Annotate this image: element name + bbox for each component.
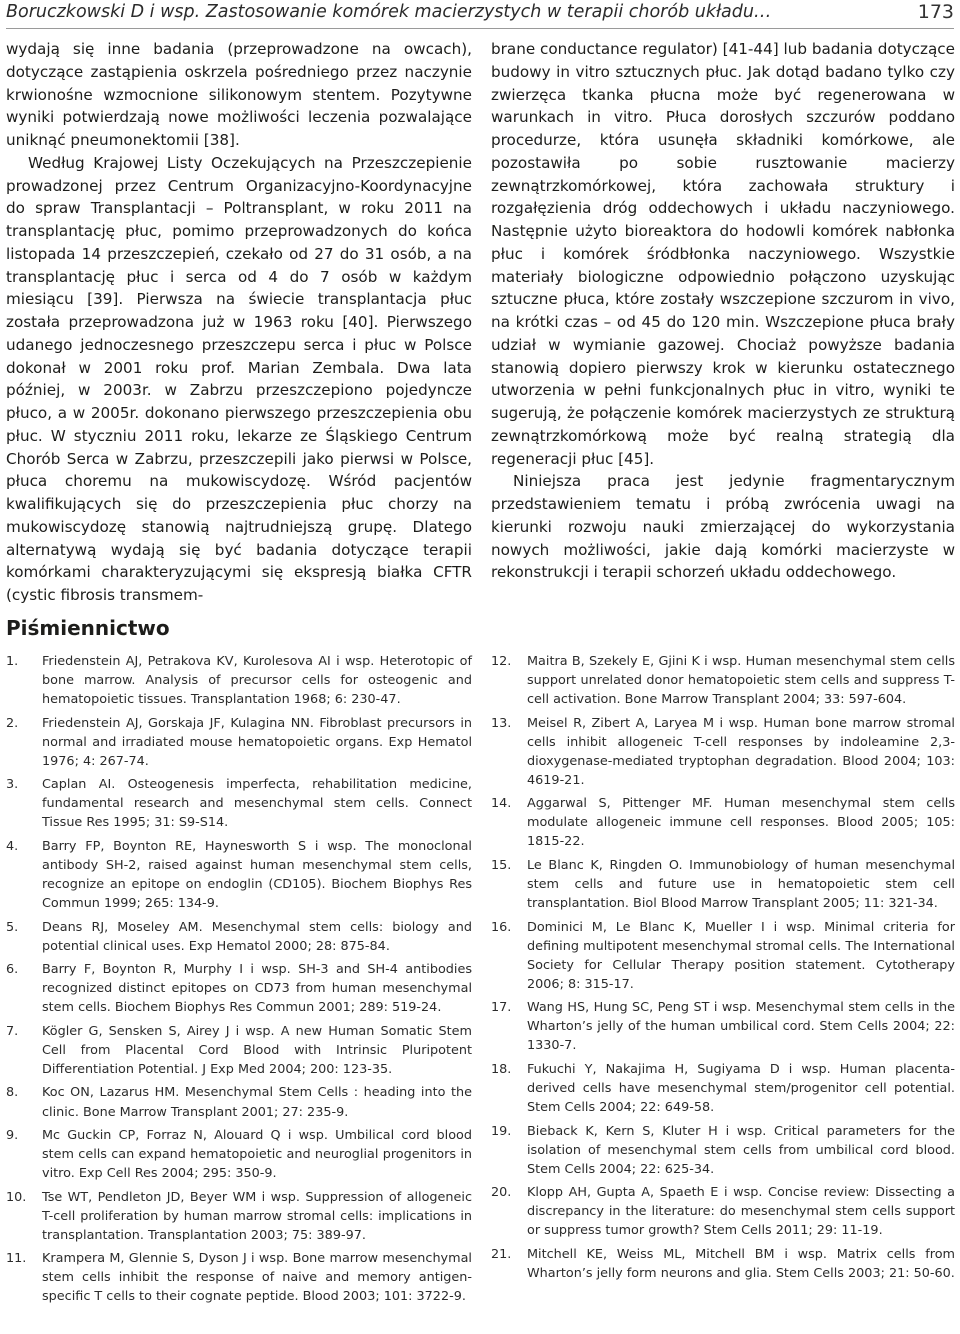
reference-number: 20. <box>491 1185 512 1201</box>
body-column-left <box>6 38 472 607</box>
reference-item <box>6 714 472 771</box>
reference-text: Mc Guckin CP, Forraz N, Alouard Q i wsp. Umbilical cord blood stem cells can expand hematopoietic and neuroglial progenitors in vitro. Exp Cell Res 2004; 295: 350-9. <box>42 1128 472 1182</box>
reference-text: Barry FP, Boynton RE, Haynesworth S i wsp. The monoclonal antibody SH-2, raised against human mesenchymal stem cells, recognize an epitope on endoglin (CD105). Biochem Biophys Res Commun 1999; 265: 134-9. <box>42 838 472 912</box>
reference-item <box>491 918 955 994</box>
reference-item <box>491 1060 955 1117</box>
reference-text: Klopp AH, Gupta A, Spaeth E i wsp. Concise review: Dissecting a discrepancy in the literature: do mesenchymal stem cells support or suppress tumor growth? Stem Cells 2011; 29: 11-19. <box>527 1185 955 1239</box>
reference-item <box>6 1249 472 1306</box>
reference-text: Barry F, Boynton R, Murphy I i wsp. SH-3 and SH-4 antibodies recognized distinct epitopes on CD73 from human mesenchymal stem cells. Biochem Biophys Res Commun 2001; 289: 519-24. <box>42 962 472 1016</box>
reference-number: 4. <box>6 838 19 854</box>
reference-number: 6. <box>6 962 19 978</box>
reference-number: 18. <box>491 1061 512 1077</box>
running-title: Boruczkowski D i wsp. Zastosowanie komórek macierzystych w terapii chorób układu… <box>6 2 772 22</box>
reference-item <box>6 1083 472 1121</box>
reference-item <box>6 652 472 709</box>
reference-text: Bieback K, Kern S, Kluter H i wsp. Critical parameters for the isolation of mesenchymal stem cells from umbilical cord blood. Stem Cells 2004; 22: 625-34. <box>527 1123 955 1177</box>
reference-text: Deans RJ, Moseley AM. Mesenchymal stem cells: biology and potential clinical uses. Exp Hematol 2000; 28: 875-84. <box>42 919 472 954</box>
reference-item <box>491 1245 955 1283</box>
reference-text: Wang HS, Hung SC, Peng ST i wsp. Mesenchymal stem cells in the Wharton’s jelly of the human umbilical cord. Stem Cells 2004; 22: 1330-7. <box>527 1000 955 1054</box>
paragraph: Według Krajowej Listy Oczekujących na Przeszczepienie prowadzonej przez Centrum Organizacyjno-Koordynacyjne do spraw Transplantacji – Poltransplant, w roku 2011 na transplantację płuc, pomimo przeprowadzonych do końca listopada 14 przeszczepień, czekało od 27 do 31 osób, a na transplantację płuc i serca od 4 do 7 osób w każdym miesiącu [39]. Pierwsza na świecie transplantacja płuc została przeprowadzona już w 1963 roku [40]. Pierwszego udanego jednoczesnego przeszczepu serca i płuc w Polsce dokonał w 2001 roku prof. Marian Zembala. Dwa lata później, w 2003r. w Zabrzu przeszczepiono pojedyncze płuco, a w 2005r. dokonano pierwszego przeszczepienia obu płuc. W styczniu 2011 roku, lekarze ze Śląskiego Centrum Chorób Serca w Zabrzu, przeszczepili jako pierwsi w Polsce, płuca choremu na mukowiscydozę. Wśród pacjentów kwalifikujących się do przeszczepienia płuc chorzy na mukowiscydozę stanowią najtrudniejszą grupę. Dlatego alternatywą wydają się być badania dotyczące terapii komórkami charakteryzującymi się ekspresją białka CFTR (cystic fibrosis transmem- <box>6 153 472 604</box>
reference-text: Tse WT, Pendleton JD, Beyer WM i wsp. Suppression of allogeneic T-cell proliferation by human marrow stromal cells: implications in transplantation. Transplantation 2003; 75: 389-97. <box>42 1189 472 1243</box>
reference-item <box>6 1188 472 1245</box>
paragraph: Niniejsza praca jest jedynie fragmentarycznym przedstawieniem tematu i próbą zwrócenia uwagi na kierunki rozwoju nauki zmierzającej do wykorzystania nowych możliwości, jakie dają komórki macierzyste w rekonstrukcji i terapii schorzeń układu oddechowego. <box>491 472 955 582</box>
reference-number: 15. <box>491 857 512 873</box>
reference-item <box>6 1126 472 1183</box>
references-column-right <box>491 652 955 1287</box>
reference-number: 7. <box>6 1023 19 1039</box>
reference-item <box>6 918 472 956</box>
references-heading: Piśmiennictwo <box>6 616 170 640</box>
reference-number: 12. <box>491 654 512 669</box>
reference-text: Dominici M, Le Blanc K, Mueller I i wsp. Minimal criteria for defining multipotent mesenchymal stromal cells. The International Society for Cellular Therapy position statement. Cytotherapy 2006; 8: 315-17. <box>527 919 955 992</box>
reference-item <box>6 837 472 913</box>
paragraph: brane conductance regulator) [41-44] lub badania dotyczące budowy in vitro sztucznych płuc. Jak dotąd badano tylko czy zwierzęca tkanka płucna może być regenerowana w warunkach in vitro. Płuca dorosłych szczurów poddano procedurze, która usunęła składniki komórkowe, ale pozostawiła po sobie rusztowanie macierzy zewnątrzkomórkowej, która zachowała struktury i rozgałęzienia dróg oddechowych i układu naczyniowego. Następnie użyto bioreaktora do hodowli komórek nabłonka płuc i komórek śródbłonka naczyniowego. Wszystkie materiały biologiczne odpowiednio połączono uzyskując sztuczne płuca, które zostały wszczepione szczurom in vivo, na krótki czas – od 45 do 120 min. Wszczepione płuca brały udział w wymianie gazowej. Chociaż powyższe badania stanowią dopiero pierwszy krok w kierunku ostatecznego utworzenia w pełni funkcjonalnych płuc in vitro, wyniki te sugerują, że połączenie komórek macierzystych ze strukturą zewnątrzkomórkową może być realną strategią dla regeneracji płuc [45]. <box>491 40 955 468</box>
reference-number: 1. <box>6 654 19 669</box>
reference-number: 2. <box>6 715 19 731</box>
reference-number: 8. <box>6 1085 19 1101</box>
reference-text: Friedenstein AJ, Gorskaja JF, Kulagina NN. Fibroblast precursors in normal and irradiated mouse hematopoietic organs. Exp Hematol 1976; 4: 267-74. <box>42 715 472 769</box>
paragraph: wydają się inne badania (przeprowadzone na owcach), dotyczące zastąpienia oskrzela pośredniego przez naczynie krwionośne wzmocnione silikonowym stentem. Pozytywne wyniki potwierdzają nowe możliwości leczenia pozwalające uniknąć pneumonektomii [38]. <box>6 40 472 149</box>
reference-item <box>491 794 955 851</box>
reference-number: 16. <box>491 919 512 935</box>
reference-item <box>491 1122 955 1179</box>
reference-number: 10. <box>6 1189 27 1205</box>
reference-text: Kögler G, Sensken S, Airey J i wsp. A new Human Somatic Stem Cell from Placental Cord Blood with Intrinsic Pluripotent Differentiation Potential. J Exp Med 2004; 200: 123-35. <box>42 1023 472 1077</box>
reference-number: 13. <box>491 715 512 731</box>
page-number: 173 <box>917 1 954 23</box>
reference-text: Mitchell KE, Weiss ML, Mitchell BM i wsp. Matrix cells from Wharton’s jelly form neurons and glia. Stem Cells 2003; 21: 50-60. <box>527 1246 955 1281</box>
reference-item <box>6 1022 472 1079</box>
reference-text: Aggarwal S, Pittenger MF. Human mesenchymal stem cells modulate allogeneic immune cell responses. Blood 2005; 105: 1815-22. <box>527 796 955 850</box>
reference-number: 17. <box>491 1000 512 1016</box>
reference-number: 11. <box>6 1251 27 1267</box>
reference-text: Krampera M, Glennie S, Dyson J i wsp. Bone marrow mesenchymal stem cells inhibit the response of naive and memory antigen-specific T cells to their cognate peptide. Blood 2003; 101: 3722-9. <box>42 1251 472 1305</box>
reference-text: Koc ON, Lazarus HM. Mesenchymal Stem Cells : heading into the clinic. Bone Marrow Transplant 2001; 27: 235-9. <box>42 1085 472 1120</box>
reference-text: Maitra B, Szekely E, Gjini K i wsp. Human mesenchymal stem cells support unrelated donor hematopoietic stem cells and suppress T-cell activation. Bone Marrow Transplant 2004; 33: 597-604. <box>527 654 955 708</box>
reference-number: 9. <box>6 1128 19 1144</box>
reference-item <box>6 775 472 832</box>
reference-number: 21. <box>491 1246 512 1262</box>
reference-item <box>491 714 955 790</box>
reference-text: Fukuchi Y, Nakajima H, Sugiyama D i wsp. Human placenta-derived cells have mesenchymal stem/progenitor cell potential. Stem Cells 2004; 22: 649-58. <box>527 1061 955 1116</box>
reference-item <box>6 960 472 1017</box>
reference-text: Caplan AI. Osteogenesis imperfecta, rehabilitation medicine, fundamental research and mesenchymal stem cells. Connect Tissue Res 1995; 31: S9-S14. <box>42 777 472 831</box>
reference-number: 14. <box>491 796 512 812</box>
reference-text: Le Blanc K, Ringden O. Immunobiology of human mesenchymal stem cells and future use in hematopoietic stem cell transplantation. Biol Blood Marrow Transplant 2005; 11: 321-34. <box>527 857 955 912</box>
reference-item <box>491 652 955 709</box>
reference-number: 5. <box>6 919 19 935</box>
reference-item <box>491 856 955 913</box>
reference-number: 3. <box>6 777 19 793</box>
running-header <box>6 0 954 29</box>
reference-text: Friedenstein AJ, Petrakova KV, Kurolesova AI i wsp. Heterotopic of bone marrow. Analysis of precursor cells for osteogenic and hematopoietic tissues. Transplantation 1968; 6: 230-47. <box>42 654 472 708</box>
references-column-left <box>6 652 472 1311</box>
reference-item <box>491 998 955 1055</box>
reference-text: Meisel R, Zibert A, Laryea M i wsp. Human bone marrow stromal cells inhibit allogeneic T-cell responses by indoleamine 2,3-dioxygenase-mediated tryptophan degradation. Blood 2004; 103: 4619-21. <box>527 715 955 788</box>
body-column-right <box>491 38 955 584</box>
reference-item <box>491 1183 955 1240</box>
reference-number: 19. <box>491 1123 512 1139</box>
